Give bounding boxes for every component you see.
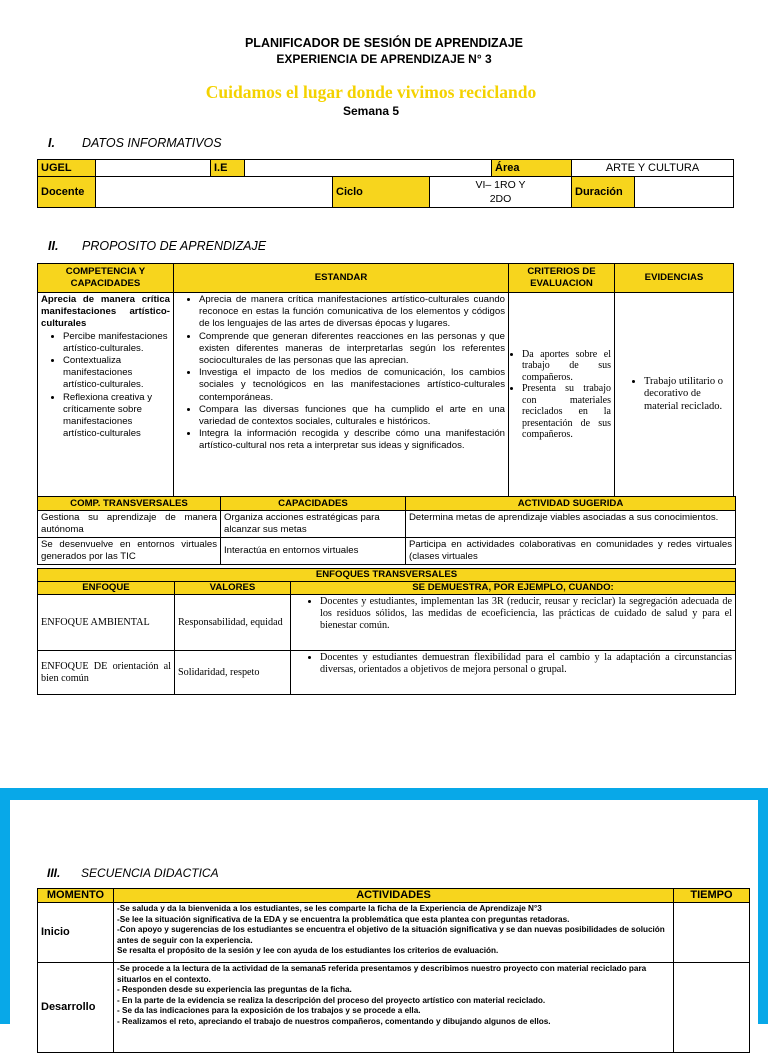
list-item: • Docentes y estudiantes, implementan las 3R (reducir, reusar y reciclar) la segregación adecuada de los residuos sólidos, las medidas de ecoeficiencia, las prácticas de cuidado de salud y para el bienestar común. [320, 596, 732, 632]
list-item: • Compara las diversas funciones que ha cumplido el arte en una variedad de contextos sociales, culturales e históricos. [199, 404, 505, 428]
header-momento: MOMENTO [38, 889, 114, 903]
transversales-table [37, 496, 736, 565]
area-label: Área [492, 160, 572, 177]
table-cell: Gestiona su aprendizaje de manera autónoma [38, 511, 221, 538]
header-valores: VALORES [175, 582, 291, 595]
activity-line: Se resalta el propósito de la sesión y lee con ayuda de los estudiantes los criterios de evaluación. [117, 946, 499, 956]
ciclo-label: Ciclo [333, 177, 430, 208]
table-cell: Determina metas de aprendizaje viables asociadas a sus conocimientos. [406, 511, 736, 538]
ie-value [245, 160, 492, 177]
criterios-list [512, 349, 611, 441]
list-item: • Reflexiona creativa y críticamente sobre manifestaciones artístico-culturales [63, 392, 170, 441]
list-item: • Presenta su trabajo con materiales reciclados en la presentación de sus compañeros. [522, 383, 611, 441]
capacidades-list [41, 331, 170, 441]
header-criterios: CRITERIOS DE EVALUACION [509, 264, 615, 293]
page-2-content [10, 800, 758, 1024]
ugel-value [96, 160, 211, 177]
header-capacidades: CAPACIDADES [221, 497, 406, 511]
activity-line: - En la parte de la evidencia se realiza la descripción del proceso del proyecto artístico con material reciclado. [117, 995, 546, 1005]
header-demuestra: SE DEMUESTRA, POR EJEMPLO, CUANDO: [291, 582, 736, 595]
ugel-label: UGEL [38, 160, 96, 177]
header-competencia: COMPETENCIA Y CAPACIDADES [38, 264, 174, 293]
header-actividades: ACTIVIDADES [114, 889, 674, 903]
enfoques-table [37, 568, 736, 695]
demuestra-list [294, 652, 732, 676]
activity-line: -Se saluda y da la bienvenida a los estudiantes, se les comparte la ficha de la Experiencia de Aprendizaje N°3 [117, 904, 542, 913]
section-3-number: III. [47, 866, 61, 880]
tiempo-desarrollo [674, 963, 750, 1053]
table-cell: Participa en actividades colaborativas en comunidades y redes virtuales (clases virtuales [406, 538, 736, 565]
list-item: • Aprecia de manera crítica manifestaciones artístico-culturales cuando reconoce en estas la función comunicativa de los elementos y códigos de los lenguajes de las artes de diversas épocas y lugares. [199, 294, 505, 331]
area-value: ARTE Y CULTURA [572, 160, 734, 177]
docente-label: Docente [38, 177, 96, 208]
momento-inicio: Inicio [38, 903, 114, 963]
list-item: • Trabajo utilitario o decorativo de material reciclado. [644, 376, 730, 414]
table-cell: Solidaridad, respeto [175, 651, 291, 695]
page-2 [0, 760, 768, 1024]
demuestra-list [294, 596, 732, 632]
enfoques-title: ENFOQUES TRANSVERSALES [38, 569, 736, 582]
evidencias-list [618, 376, 730, 414]
competencia-cell [38, 293, 174, 497]
actividades-inicio [114, 903, 674, 963]
duracion-label: Duración [572, 177, 635, 207]
actividades-desarrollo [114, 963, 674, 1053]
list-item: • Percibe manifestaciones artístico-culturales. [63, 331, 170, 355]
competencia-title: Aprecia de manera crítica manifestaciones artístico-culturales [41, 294, 170, 330]
activity-line: - Se da las indicaciones para la exposición de los trabajos y se procede a ella. [117, 1006, 421, 1016]
list-item: • Investiga el impacto de los medios de comunicación, los cambios sociales y tecnológicos en las manifestaciones artístico-culturales contemporáneas. [199, 367, 505, 404]
estandar-cell [174, 293, 509, 497]
header-enfoque: ENFOQUE [38, 582, 175, 595]
section-1-heading [48, 136, 222, 150]
section-1-number: I. [48, 136, 55, 150]
list-item: • Docentes y estudiantes demuestran flexibilidad para el cambio y la adaptación a circunstancias diversas, orientados a objetivos de mejora personal o grupal. [320, 652, 732, 676]
list-item: • Integra la información recogida y describe cómo una manifestación artístico-cultural nos reta a interpretar sus ideas y significados. [199, 428, 505, 452]
header-comp-transversales: COMP. TRANSVERSALES [38, 497, 221, 511]
list-item: • Da aportes sobre el trabajo de sus compañeros. [522, 349, 611, 384]
estandar-list [177, 294, 505, 453]
section-1-title: DATOS INFORMATIVOS [82, 136, 222, 150]
header-tiempo: TIEMPO [674, 889, 750, 903]
section-2-heading [48, 239, 266, 253]
table-cell: ENFOQUE AMBIENTAL [38, 595, 175, 651]
table-cell: ENFOQUE DE orientación al bien común [38, 651, 175, 695]
datos-informativos-table [37, 159, 734, 208]
section-2-number: II. [48, 239, 59, 253]
secuencia-table [37, 888, 750, 1053]
tiempo-inicio [674, 903, 750, 963]
activity-line: -Se procede a la lectura de la actividad de la semana5 referida presentamos y describimos nuestro proyecto con material reciclado para situarlos en el contexto. [117, 964, 647, 984]
section-3-heading [47, 866, 219, 880]
week-label: Semana 5 [342, 104, 400, 118]
table-cell: Responsabilidad, equidad [175, 595, 291, 651]
header-actividad: ACTIVIDAD SUGERIDA [406, 497, 736, 511]
section-3-title: SECUENCIA DIDACTICA [81, 866, 219, 880]
proposito-table [37, 263, 734, 497]
activity-line: - Realizamos el reto, apreciando el trabajo de nuestros compañeros, comentando y dibujando algunos de ellos. [117, 1016, 551, 1026]
duracion-value [635, 177, 734, 207]
header-evidencias: EVIDENCIAS [615, 264, 734, 293]
evidencias-cell [615, 293, 734, 497]
table-cell: Se desenvuelve en entornos virtuales generados por las TIC [38, 538, 221, 565]
experience-theme: Cuidamos el lugar donde vivimos reciclando [205, 82, 537, 102]
document-title: PLANIFICADOR DE SESIÓN DE APRENDIZAJE [244, 36, 524, 50]
activity-line: - Responden desde su experiencia las preguntas de la ficha. [117, 985, 352, 995]
duracion-cell [572, 177, 734, 208]
table-cell: Interactúa en entornos virtuales [221, 538, 406, 565]
document-subtitle: EXPERIENCIA DE APRENDIZAJE N° 3 [276, 52, 492, 66]
section-2-title: PROPOSITO DE APRENDIZAJE [82, 239, 267, 253]
duracion-inner [572, 177, 733, 207]
activity-line: -Con apoyo y sugerencias de los estudiantes se encuentra el objetivo de la situación significativa y se dan nuevas posibilidades de solución antes de seguir con la experiencia. [117, 925, 665, 945]
list-item: • Contextualiza manifestaciones artístico-culturales. [63, 355, 170, 392]
activity-line: -Se lee la situación significativa de la EDA y se encuentra la problemática que esta plantea con preguntas retadoras. [117, 914, 570, 924]
criterios-cell [509, 293, 615, 497]
ciclo-value-text: VI– 1RO Y 2DO [475, 179, 526, 205]
ie-label: I.E [211, 160, 245, 177]
header-estandar: ESTANDAR [174, 264, 509, 293]
list-item: • Comprende que generan diferentes reacciones en las personas y que existen diferentes maneras de interpretarlas según los referentes socioculturales de las personas que las aprecian. [199, 331, 505, 368]
table-cell: Organiza acciones estratégicas para alcanzar sus metas [221, 511, 406, 538]
momento-desarrollo: Desarrollo [38, 963, 114, 1053]
ciclo-value [430, 177, 572, 208]
table-cell [291, 595, 736, 651]
table-cell [291, 651, 736, 695]
docente-value [96, 177, 333, 208]
